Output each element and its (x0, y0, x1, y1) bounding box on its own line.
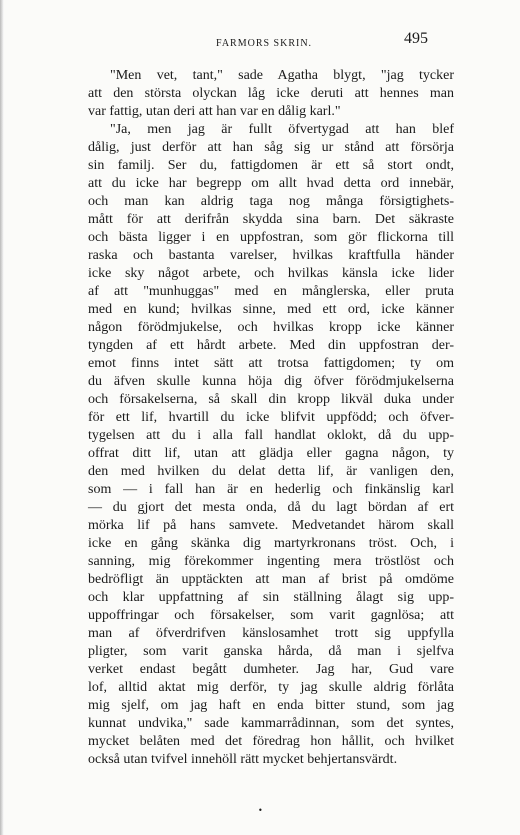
text-line: tyngden af ett hårdt arbete. Med din uppfostran der- (88, 338, 454, 353)
text-line: med en kund; hvilkas sinne, med ett ord, icke känner (88, 302, 454, 317)
text-line: "Ja, men jag är fullt öfvertygad att han blef (110, 122, 454, 137)
text-line: pligter, som varit ganska hårda, då man i sjelfva (88, 644, 454, 659)
text-line: verket endast begått dumheter. Jag har, Gud vare (88, 662, 454, 677)
text-line: som — i fall han är en hederlig och finkänslig karl (88, 482, 454, 497)
text-line: sanning, mig förekommer ingenting mera tröstlöst och (88, 554, 454, 569)
running-head: FARMORS SKRIN. (216, 38, 313, 49)
text-line: mycket belåten med det föredrag hon hållit, och hvilket (88, 734, 454, 749)
text-line: mig sjelf, om jag haft en enda bitter stund, som jag (88, 698, 454, 713)
text-line: att den största olyckan låg icke deruti att hennes man (88, 86, 454, 101)
text-line: tygelsen att du i alla fall handlat oklokt, då du upp- (88, 428, 454, 443)
text-line: offrat ditt lif, utan att glädja eller gagna någon, ty (88, 446, 454, 461)
text-line: sin familj. Ser du, fattigdomen är ett så stort ondt, (88, 158, 454, 173)
text-line: mörka lif på hans samvete. Medvetandet härom skall (88, 518, 454, 533)
text-line: var fattig, utan deri att han var en dålig karl." (88, 104, 341, 119)
text-line: och man kan aldrig taga nog många försigtighets- (88, 194, 454, 209)
text-line: kunnat undvika," sade kammarrådinnan, som det syntes, (88, 716, 454, 731)
text-line: — du gjort det mesta onda, då du lagt bördan af ert (88, 500, 454, 515)
text-line: man af öfverdrifven känslosamhet trott sig uppfylla (88, 626, 454, 641)
text-line: du äfven skulle kunna höja dig öfver förödmjukelserna (88, 374, 454, 389)
text-line: bedröfligt än upptäckten att man af brist på omdöme (88, 572, 454, 587)
text-line: mått för att derifrån skydda sina barn. Det säkraste (88, 212, 454, 227)
text-line: icke sky något arbete, och hvilkas känsla icke lider (88, 266, 454, 281)
body-text (88, 67, 454, 769)
text-line: den med hvilken du delat detta lif, är vanligen den, (88, 464, 454, 479)
text-line: lof, alltid aktat mig derför, ty jag skulle aldrig förlåta (88, 680, 454, 695)
text-line: och försakelserna, så skall din kropp likväl duka under (88, 392, 454, 407)
text-line: att du icke har begrepp om allt hvad detta ord innebär, (88, 176, 454, 191)
text-line: och klar uppfattning af sin ställning ålagt sig upp- (88, 590, 454, 605)
text-line: af att "munhuggas" med en månglerska, eller pruta (88, 284, 454, 299)
text-line: icke en gång skänka dig martyrkronans tröst. Och, i (88, 536, 454, 551)
text-line: raska och bastanta varelser, hvilkas kraftfulla händer (88, 248, 454, 263)
text-line: någon förödmjukelse, och hvilkas kropp icke känner (88, 320, 454, 335)
text-line: för ett lif, hvartill du icke blifvit uppfödd; och öfver- (88, 410, 454, 425)
text-line: "Men vet, tant," sade Agatha blygt, "jag tycker (110, 68, 454, 83)
footer-mark: • (258, 806, 263, 815)
page-binding-edge (0, 0, 4, 835)
text-line: också utan tvifvel innehöll rätt mycket behjertansvärdt. (88, 752, 398, 767)
text-line: uppoffringar och försakelser, som varit gagnlösa; att (88, 608, 454, 623)
text-line: emot finns intet sätt att trotsa fattigdomen; ty om (88, 356, 454, 371)
text-line: och bästa ligger i en uppfostran, som gör flickorna till (88, 230, 454, 245)
page-header (0, 28, 520, 48)
text-line: dålig, just derför att han såg sig ur stånd att försörja (88, 140, 454, 155)
page-number: 495 (404, 30, 428, 47)
